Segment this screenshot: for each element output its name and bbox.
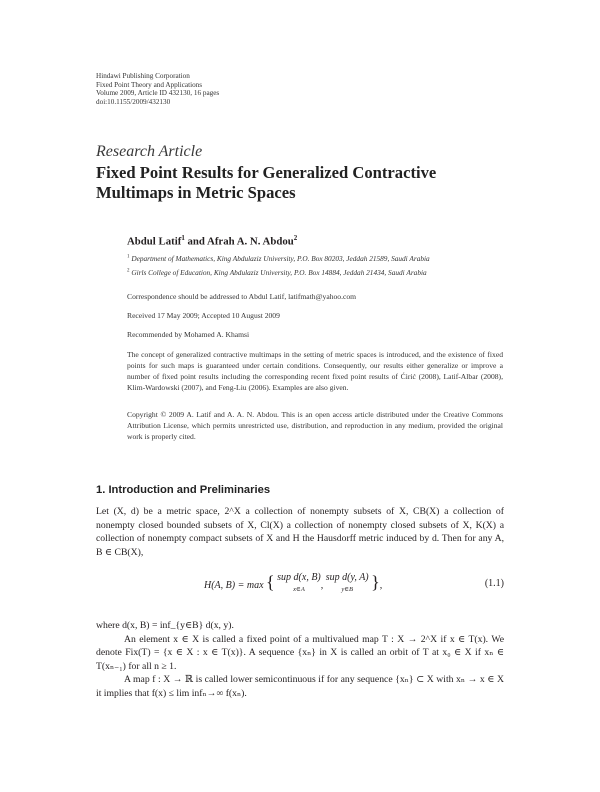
recommended-by: Recommended by Mohamed A. Khamsi [127, 330, 250, 339]
equation-body: H(A, B) = max { sup d(x, B) x∈A , sup d(y, A) y∈B }, [204, 572, 383, 593]
author-1: Abdul Latif [127, 235, 182, 248]
equation-sup-1: sup d(x, B) [277, 572, 321, 583]
article-title: Fixed Point Results for Generalized Contractive Multimaps in Metric Spaces [96, 163, 437, 202]
correspondence: Correspondence should be addressed to Abdul Latif, latifmath@yahoo.com [127, 292, 357, 301]
where-line: where d(x, B) = inf_{y∈B} d(x, y). [96, 620, 234, 631]
equation-sup-2: sup d(y, A) [325, 572, 369, 583]
affiliation-1 [127, 254, 430, 263]
author-separator: and [184, 235, 208, 248]
journal-name: Fixed Point Theory and Applications [96, 80, 203, 89]
affiliation-1-num: 1 [127, 254, 130, 260]
article-type: Research Article [96, 143, 203, 160]
equation-1-1 [96, 572, 504, 604]
received-dates: Received 17 May 2009; Accepted 10 August 2009 [127, 311, 280, 320]
affiliation-2 [127, 268, 427, 277]
doi: doi:10.1155/2009/432130 [96, 98, 171, 107]
publisher: Hindawi Publishing Corporation [96, 72, 190, 80]
volume-info: Volume 2009, Article ID 432130, 16 pages [96, 89, 220, 98]
affiliation-1-text: Department of Mathematics, King Abdulaziz University, P.O. Box 80203, Jeddah 21589, Saudi Arabia [131, 254, 430, 263]
author-2-sup: 2 [293, 234, 298, 242]
section-heading: 1. Introduction and Preliminaries [96, 484, 271, 496]
equation-sub-1: x∈A [293, 586, 305, 593]
equation-lhs: H(A, B) = max [204, 580, 264, 591]
journal-header [96, 72, 219, 107]
author-1-sup: 1 [181, 234, 185, 242]
intro-paragraph: Let (X, d) be a metric space, 2^X a collection of nonempty subsets of X, CB(X) a collection of nonempty closed bounded subsets of X, Cl(X) a collection of nonempty closed subsets of X, K(X) a collection of nonempty compact subsets of X and H the Hausdorff metric induced by d. Then for any A, B ∈ CB(X), [96, 506, 504, 558]
affiliation-2-num: 2 [127, 268, 130, 274]
affiliation-2-text: Girls College of Education, King Abdulaziz University, P.O. Box 14884, Jeddah 21434, Saudi Arabia [131, 268, 427, 277]
abstract: The concept of generalized contractive multimaps in the setting of metric spaces is introduced, and the existence of fixed points for such maps is guaranteed under certain conditions. Consequently, our results either generalize or improve a number of fixed point results including the corresponding recent fixed point results of Ćirić (2008), Latif-Albar (2008), Klim-Wardowski (2007), and Feng-Liu (2006). Examples are also given. [127, 350, 503, 392]
copyright: Copyright © 2009 A. Latif and A. A. N. Abdou. This is an open access article distributed under the Creative Commons Attribution License, which permits unrestricted use, distribution, and reproduction in any medium, provided the original work is properly cited. [127, 410, 503, 441]
fixed-point-paragraph: An element x ∈ X is called a fixed point of a multivalued map T : X → 2^X if x ∈ T(x). We denote Fix(T) = {x ∈ X : x ∈ T(x)}. A sequence {xₙ} in X is called an orbit of T at x₀ ∈ X if xₙ ∈ T(xₙ₋₁) for all n ≥ 1. [96, 633, 504, 672]
equation-number: (1.1) [484, 578, 504, 589]
semicontinuous-paragraph: A map f : X → ℝ is called lower semicontinuous if for any sequence {xₙ} ⊂ X with xₙ → x ∈ X it implies that f(x) ≤ lim infₙ→∞ f(xₙ). [96, 674, 504, 699]
body-text [96, 619, 504, 700]
authors [127, 234, 297, 248]
equation-sub-2: y∈B [341, 586, 354, 593]
author-2: Afrah A. N. Abdou [207, 235, 294, 248]
